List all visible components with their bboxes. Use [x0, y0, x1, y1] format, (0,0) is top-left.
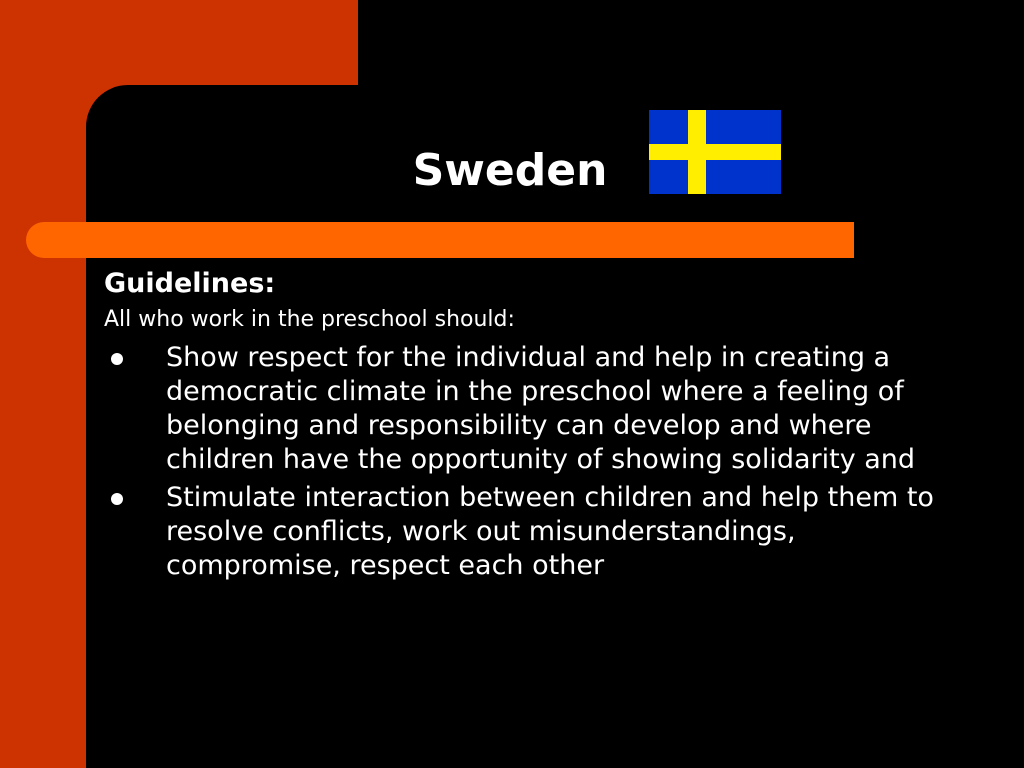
left-column-band	[0, 0, 86, 768]
bullet-text: Show respect for the individual and help in creating a democratic climate in the preschool where a feeling of belonging and responsibility can develop and where children have the opportunity of showing solidarity and	[166, 342, 916, 475]
bullet-list	[104, 341, 944, 583]
bullet-item	[104, 341, 944, 477]
slide-body	[104, 265, 944, 583]
guidelines-heading: Guidelines:	[104, 268, 276, 299]
slide-title: Sweden	[412, 145, 608, 196]
title-divider-bar	[26, 222, 854, 258]
bullet-item	[104, 481, 944, 583]
bullet-dot-icon	[111, 493, 123, 505]
bullet-text: Stimulate interaction between children and help them to resolve conflicts, work out misunderstandings, compromise, respect each other	[166, 482, 934, 581]
flag-cross-horizontal	[649, 144, 781, 160]
bullet-dot-icon	[111, 353, 123, 365]
sweden-flag-icon	[649, 110, 781, 194]
intro-text: All who work in the preschool should:	[104, 307, 515, 332]
